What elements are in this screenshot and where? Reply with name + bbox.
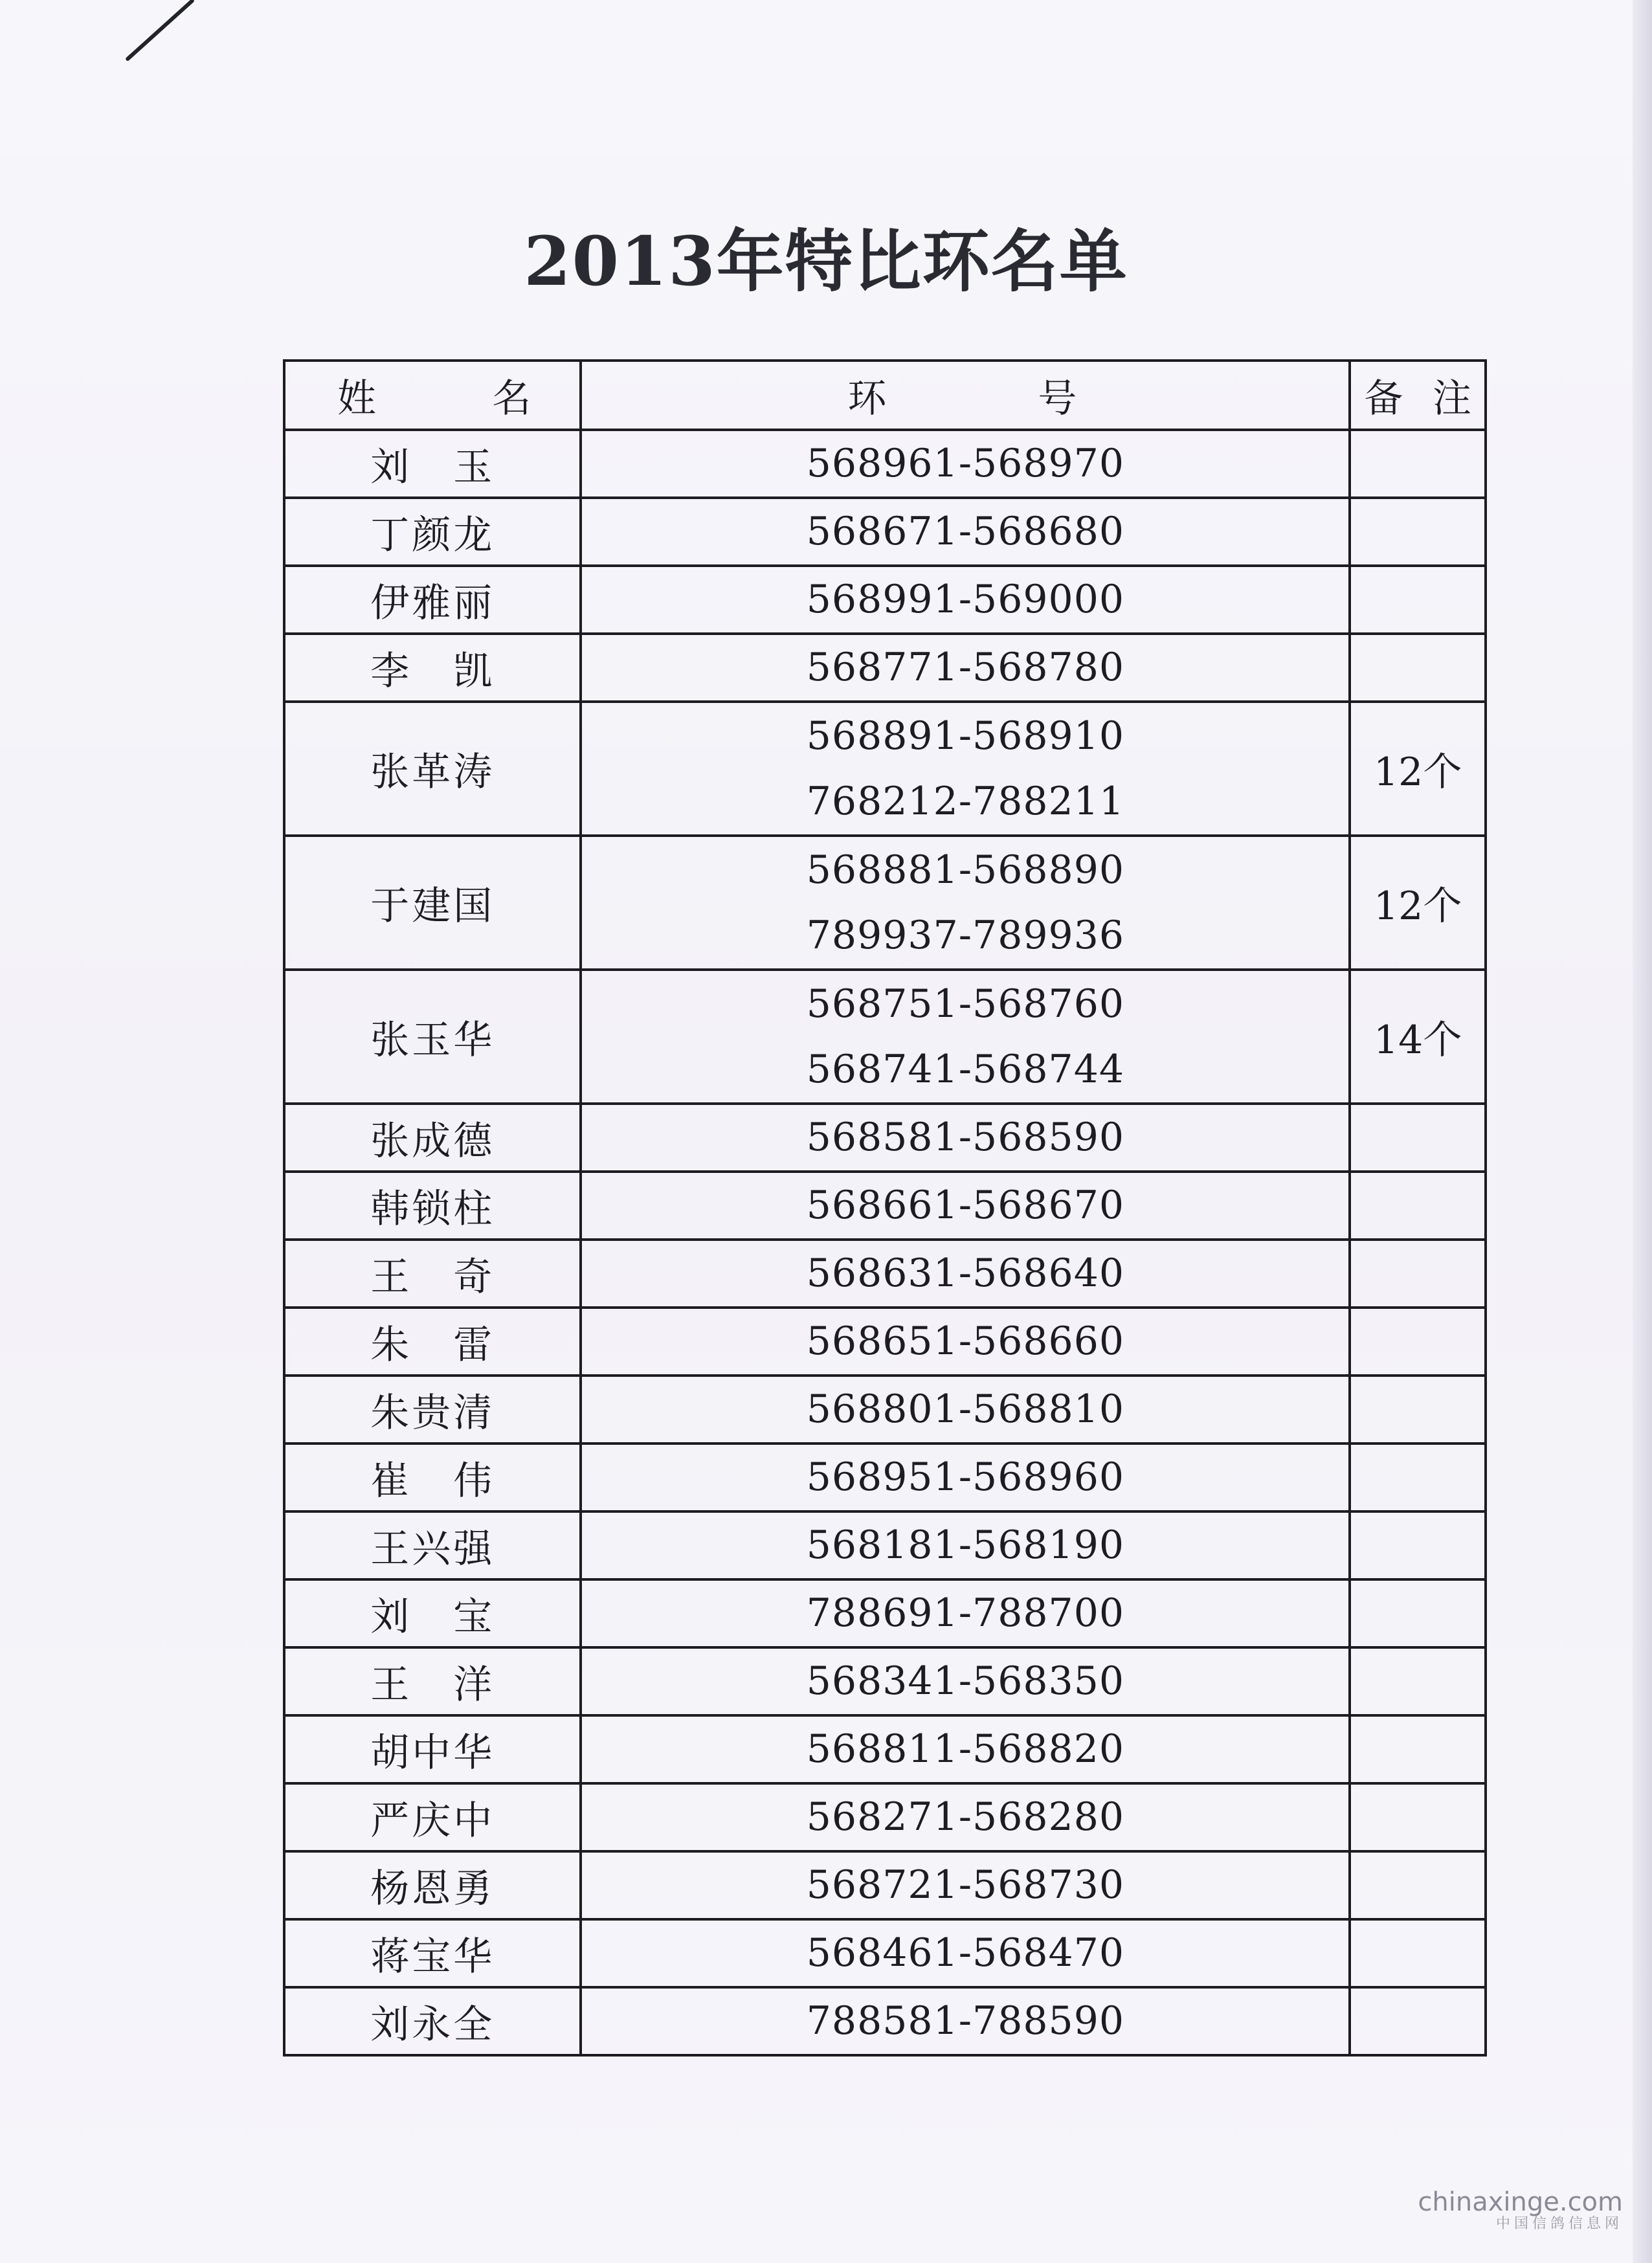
ring-range-cell [581, 1376, 1350, 1444]
ring-range-cell [581, 970, 1350, 1104]
member-name: 张成德 [284, 1104, 581, 1172]
table-row [284, 1376, 1486, 1444]
ring-range: 568881-568890 [806, 847, 1125, 893]
header-note [1350, 361, 1486, 430]
site-watermark [1418, 2188, 1623, 2232]
ring-range-cell [581, 498, 1350, 566]
header-ring [581, 361, 1350, 430]
table-row [284, 1240, 1486, 1308]
ring-range: 568341-568350 [806, 1658, 1125, 1704]
member-name: 丁颜龙 [284, 498, 581, 566]
ring-range: 568741-568744 [806, 1046, 1125, 1092]
note-cell [1350, 566, 1486, 634]
ring-range: 568771-568780 [806, 645, 1125, 690]
note-cell [1350, 1104, 1486, 1172]
ring-range: 568961-568970 [806, 441, 1125, 486]
ring-roster-table [283, 359, 1487, 2057]
note-cell [1350, 1376, 1486, 1444]
ring-range: 788581-788590 [806, 1998, 1125, 2044]
ring-range: 568811-568820 [806, 1726, 1125, 1772]
note-cell [1350, 1715, 1486, 1783]
note-cell [1350, 1240, 1486, 1308]
table-row [284, 1987, 1486, 2055]
ring-range: 568991-569000 [806, 577, 1125, 622]
member-name: 刘永全 [284, 1987, 581, 2055]
table-row [284, 970, 1486, 1104]
note-cell [1350, 1511, 1486, 1579]
table-row [284, 1308, 1486, 1376]
ring-range-cell [581, 566, 1350, 634]
note-cell [1350, 1919, 1486, 1987]
note-cell: 14个 [1350, 970, 1486, 1104]
table-row [284, 836, 1486, 970]
table-row [284, 1715, 1486, 1783]
ring-range-cell [581, 1511, 1350, 1579]
ring-range-cell [581, 430, 1350, 498]
watermark-site: chinaxinge.com [1418, 2187, 1623, 2217]
header-note-char-1: 备 [1364, 375, 1403, 421]
table-row [284, 1579, 1486, 1647]
note-cell [1350, 634, 1486, 702]
note-cell [1350, 498, 1486, 566]
ring-range: 568651-568660 [806, 1319, 1125, 1364]
note-cell: 12个 [1350, 836, 1486, 970]
member-name: 朱 雷 [284, 1308, 581, 1376]
ring-range: 568631-568640 [806, 1251, 1125, 1296]
table-row [284, 498, 1486, 566]
member-name: 伊雅丽 [284, 566, 581, 634]
table-row [284, 634, 1486, 702]
watermark-tagline: 中国信鸽信息网 [1495, 2216, 1623, 2232]
member-name: 王 洋 [284, 1647, 581, 1715]
table-row [284, 1172, 1486, 1240]
ring-range: 789937-789936 [806, 912, 1125, 958]
note-cell [1350, 1308, 1486, 1376]
note-cell [1350, 1851, 1486, 1919]
header-ring-char-2: 号 [1038, 375, 1077, 421]
member-name: 刘 玉 [284, 430, 581, 498]
table-row [284, 430, 1486, 498]
ring-range-cell [581, 634, 1350, 702]
pen-mark [125, 0, 195, 61]
member-name: 韩锁柱 [284, 1172, 581, 1240]
ring-range: 568801-568810 [806, 1387, 1125, 1432]
ring-range: 568671-568680 [806, 509, 1125, 554]
note-cell [1350, 1172, 1486, 1240]
member-name: 于建国 [284, 836, 581, 970]
ring-range-cell [581, 1308, 1350, 1376]
ring-range-cell [581, 1715, 1350, 1783]
table-row [284, 702, 1486, 836]
note-cell: 12个 [1350, 702, 1486, 836]
ring-range: 768212-788211 [806, 778, 1125, 824]
ring-range: 568271-568280 [806, 1794, 1125, 1840]
ring-range-cell [581, 1579, 1350, 1647]
member-name: 王 奇 [284, 1240, 581, 1308]
scan-edge [1633, 0, 1652, 2263]
ring-range: 568181-568190 [806, 1522, 1125, 1568]
note-cell [1350, 1647, 1486, 1715]
ring-range-cell [581, 1240, 1350, 1308]
ring-range-cell [581, 1783, 1350, 1851]
member-name: 严庆中 [284, 1783, 581, 1851]
member-name: 王兴强 [284, 1511, 581, 1579]
page-title: 2013年特比环名单 [524, 221, 1128, 301]
ring-range-cell [581, 1444, 1350, 1511]
ring-range-cell [581, 1104, 1350, 1172]
header-ring-char-1: 环 [847, 375, 887, 421]
ring-range-cell [581, 1647, 1350, 1715]
header-note-char-2: 注 [1433, 375, 1471, 421]
member-name: 杨恩勇 [284, 1851, 581, 1919]
note-cell [1350, 1783, 1486, 1851]
ring-range-cell [581, 1919, 1350, 1987]
table-header-row [284, 361, 1486, 430]
table-row [284, 1851, 1486, 1919]
ring-range: 568721-568730 [806, 1862, 1125, 1908]
table-row [284, 1511, 1486, 1579]
ring-range: 788691-788700 [806, 1590, 1125, 1636]
ring-range: 568751-568760 [806, 981, 1125, 1027]
table-row [284, 1104, 1486, 1172]
table-body [284, 430, 1486, 2055]
ring-range-cell [581, 1987, 1350, 2055]
ring-range: 568461-568470 [806, 1930, 1125, 1976]
ring-range-cell [581, 702, 1350, 836]
table-row [284, 1919, 1486, 1987]
table-row [284, 1783, 1486, 1851]
table-row [284, 566, 1486, 634]
member-name: 张革涛 [284, 702, 581, 836]
header-name [284, 361, 581, 430]
note-cell [1350, 430, 1486, 498]
note-cell [1350, 1444, 1486, 1511]
note-cell [1350, 1579, 1486, 1647]
member-name: 蒋宝华 [284, 1919, 581, 1987]
member-name: 胡中华 [284, 1715, 581, 1783]
ring-range-cell [581, 836, 1350, 970]
member-name: 刘 宝 [284, 1579, 581, 1647]
ring-range-cell [581, 1851, 1350, 1919]
member-name: 朱贵清 [284, 1376, 581, 1444]
ring-range: 568891-568910 [806, 713, 1125, 759]
ring-range: 568951-568960 [806, 1455, 1125, 1500]
member-name: 张玉华 [284, 970, 581, 1104]
table-row [284, 1647, 1486, 1715]
table-row [284, 1444, 1486, 1511]
ring-range: 568581-568590 [806, 1115, 1125, 1160]
ring-range-cell [581, 1172, 1350, 1240]
member-name: 李 凯 [284, 634, 581, 702]
ring-range: 568661-568670 [806, 1183, 1125, 1228]
note-cell [1350, 1987, 1486, 2055]
member-name: 崔 伟 [284, 1444, 581, 1511]
header-name-char-1: 姓 [337, 375, 376, 421]
header-name-char-2: 名 [492, 375, 531, 421]
